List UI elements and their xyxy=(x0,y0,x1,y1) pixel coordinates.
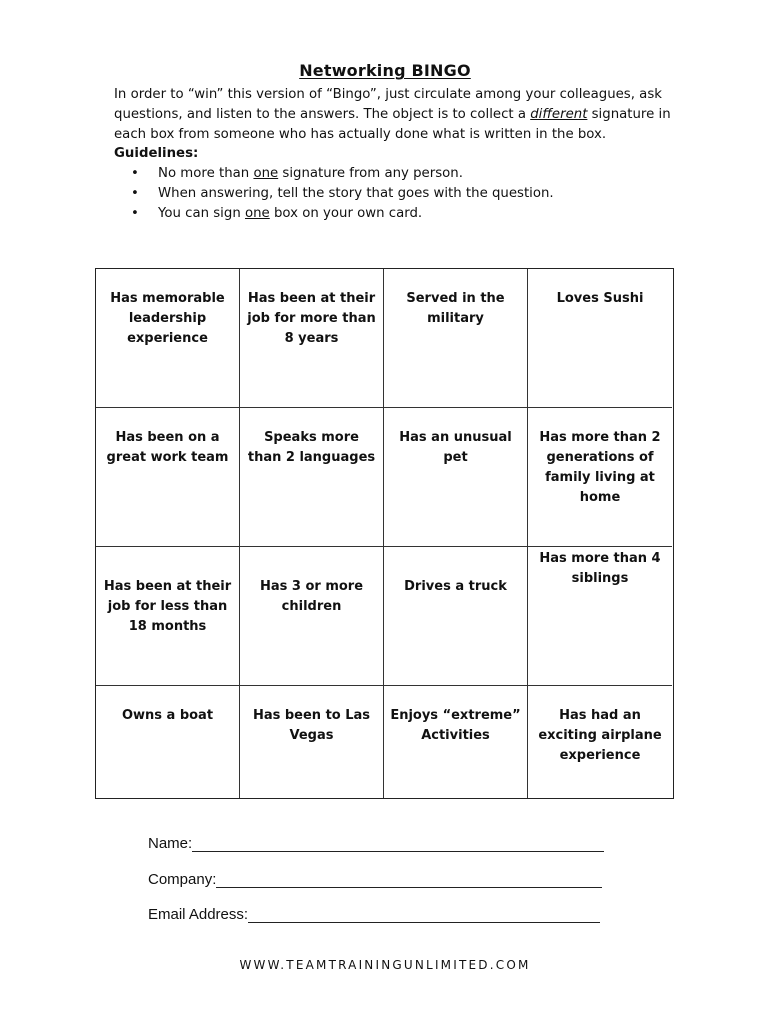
bingo-square[interactable]: Drives a truck xyxy=(384,547,528,686)
bingo-square[interactable]: Has memorable leadership experience xyxy=(96,269,240,408)
company-field[interactable] xyxy=(148,871,602,888)
footer-url: WWW.TEAMTRAININGUNLIMITED.COM xyxy=(239,958,531,972)
guideline-text: No more than xyxy=(158,166,254,181)
guideline-underlined: one xyxy=(244,206,270,221)
guideline-text: signature from any person. xyxy=(278,166,463,181)
guideline-text: You can sign xyxy=(158,206,245,221)
bingo-square[interactable]: Enjoys “extreme” Activities xyxy=(384,686,528,798)
guideline-text: box on your own card. xyxy=(269,206,423,221)
name-label: Name: xyxy=(148,835,193,852)
bullet-icon: • xyxy=(131,186,139,201)
bingo-square[interactable]: Has more than 4 siblings xyxy=(528,547,672,686)
guideline-item xyxy=(114,184,554,204)
name-field[interactable] xyxy=(148,835,604,852)
guidelines-list xyxy=(114,164,554,224)
bingo-square[interactable]: Owns a boat xyxy=(96,686,240,798)
bingo-square[interactable]: Has been at their job for more than 8 years xyxy=(240,269,384,408)
bingo-square[interactable]: Has 3 or more children xyxy=(240,547,384,686)
bingo-square[interactable]: Speaks more than 2 languages xyxy=(240,408,384,547)
bullet-icon: • xyxy=(131,166,139,181)
bingo-square[interactable]: Has had an exciting airplane experience xyxy=(538,708,662,763)
intro-text-part2: signature in each box from someone who has actually done what is written in the box. xyxy=(114,107,671,142)
bullet-icon: • xyxy=(131,206,139,221)
bingo-square[interactable]: Has more than 2 generations of family living at home xyxy=(528,408,672,547)
guideline-text: When answering, tell the story that goes with the question. xyxy=(158,186,554,201)
name-line[interactable] xyxy=(192,837,604,852)
bingo-square[interactable]: Has been at their job for less than 18 months xyxy=(96,547,240,686)
bingo-square[interactable]: Has an unusual pet xyxy=(384,408,528,547)
intro-emphasis: different xyxy=(530,107,588,122)
bingo-square[interactable]: Has been on a great work team xyxy=(96,408,240,547)
guideline-underlined: one xyxy=(253,166,279,181)
guidelines-heading: Guidelines: xyxy=(114,146,199,161)
intro-paragraph xyxy=(114,85,674,145)
bingo-card xyxy=(95,268,674,799)
email-label: Email Address: xyxy=(148,906,249,923)
company-line[interactable] xyxy=(216,873,602,888)
guideline-item xyxy=(114,164,554,184)
email-field[interactable] xyxy=(148,906,600,923)
intro-text-part1: In order to “win” this version of “Bingo”, just circulate among your colleagues, ask questions, and listen to the answers. The object is to collect a xyxy=(114,87,662,122)
company-label: Company: xyxy=(148,871,217,888)
guideline-item xyxy=(114,204,554,224)
email-line[interactable] xyxy=(248,908,600,923)
bingo-square[interactable]: Has been to Las Vegas xyxy=(240,686,384,798)
page-title: Networking BINGO xyxy=(299,61,471,80)
bingo-square[interactable]: Loves Sushi xyxy=(528,269,672,408)
bingo-square[interactable]: Served in the military xyxy=(384,269,528,408)
